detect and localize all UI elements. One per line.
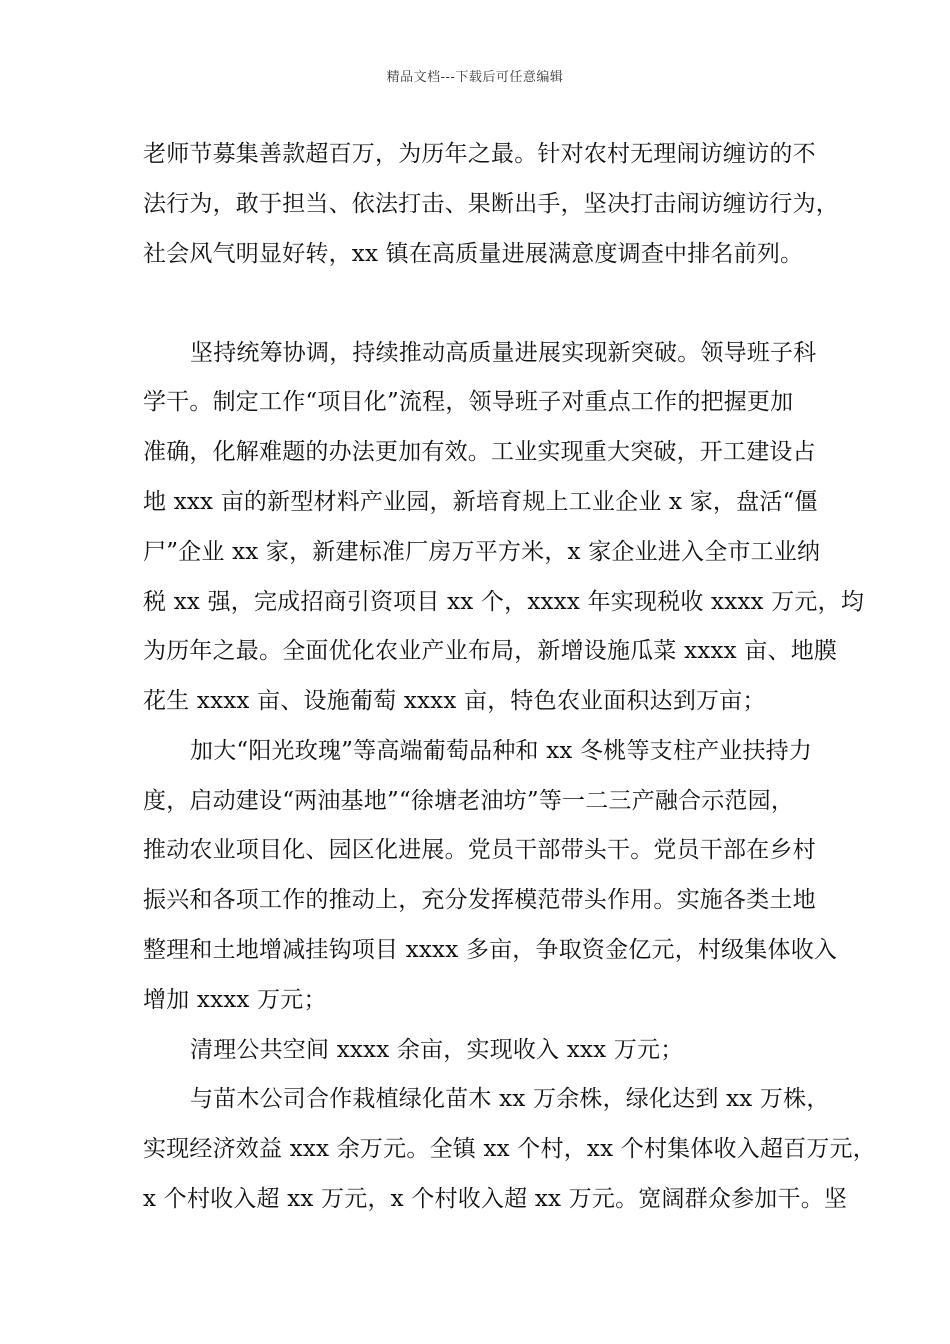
text-line-12: 加大“阳光玫瑰”等高端葡萄品种和 xx 冬桃等支柱产业扶持力 (190, 738, 813, 764)
text-line-5: 学干。制定工作“项目化”流程，领导班子对重点工作的把握更加 (143, 389, 794, 415)
text-line-17: 增加 xxxx 万元； (143, 987, 327, 1013)
page-header: 精品文档---下载后可任意编辑 (386, 70, 564, 85)
text-line-20: 实现经济效益 xxx 余万元。全镇 xx 个村，xx 个村集体收入超百万元， (143, 1136, 876, 1162)
text-line-1: 老师节募集善款超百万，为历年之最。针对农村无理闹访缠访的不 (143, 141, 816, 167)
text-line-21: x 个村收入超 xx 万元，x 个村收入超 xx 万元。宽阔群众参加干。坚 (143, 1186, 848, 1212)
text-line-7: 地 xxx 亩的新型材料产业园，新培育规上工业企业 x 家，盘活“僵 (143, 489, 818, 515)
text-line-15: 振兴和各项工作的推动上，充分发挥模范带头作用。实施各类土地 (143, 887, 816, 913)
text-line-19: 与苗木公司合作栽植绿化苗木 xx 万余株，绿化达到 xx 万株， (190, 1086, 830, 1112)
text-line-13: 度，启动建设“两油基地”“徐塘老油坊”等一二三产融合示范园， (143, 788, 795, 814)
text-line-4: 坚持统筹协调，持续推动高质量进展实现新突破。领导班子科 (190, 340, 817, 366)
text-line-3: 社会风气明显好转，xx 镇在高质量进展满意度调查中排名前列。 (143, 241, 804, 267)
text-line-16: 整理和土地增减挂钩项目 xxxx 多亩，争取资金亿元，村级集体收入 (143, 937, 838, 963)
text-line-6: 准确，化解难题的办法更加有效。工业实现重大突破，开工建设占 (143, 439, 816, 465)
text-line-18: 清理公共空间 xxxx 余亩，实现收入 xxx 万元； (190, 1037, 684, 1063)
text-line-10: 为历年之最。全面优化农业产业布局，新增设施瓜菜 xxxx 亩、地膜 (143, 638, 838, 664)
text-line-11: 花生 xxxx 亩、设施葡萄 xxxx 亩，特色农业面积达到万亩； (143, 688, 766, 714)
text-line-8: 尸”企业 xx 家，新建标准厂房万平方米，x 家企业进入全市工业纳 (143, 539, 821, 565)
text-line-14: 推动农业项目化、园区化进展。党员干部带头干。党员干部在乡村 (143, 837, 816, 863)
text-line-2: 法行为，敢于担当、依法打击、果断出手，坚决打击闹访缠访行为， (143, 191, 839, 217)
text-line-9: 税 xx 强，完成招商引资项目 xx 个，xxxx 年实现税收 xxxx 万元，均 (143, 589, 865, 615)
